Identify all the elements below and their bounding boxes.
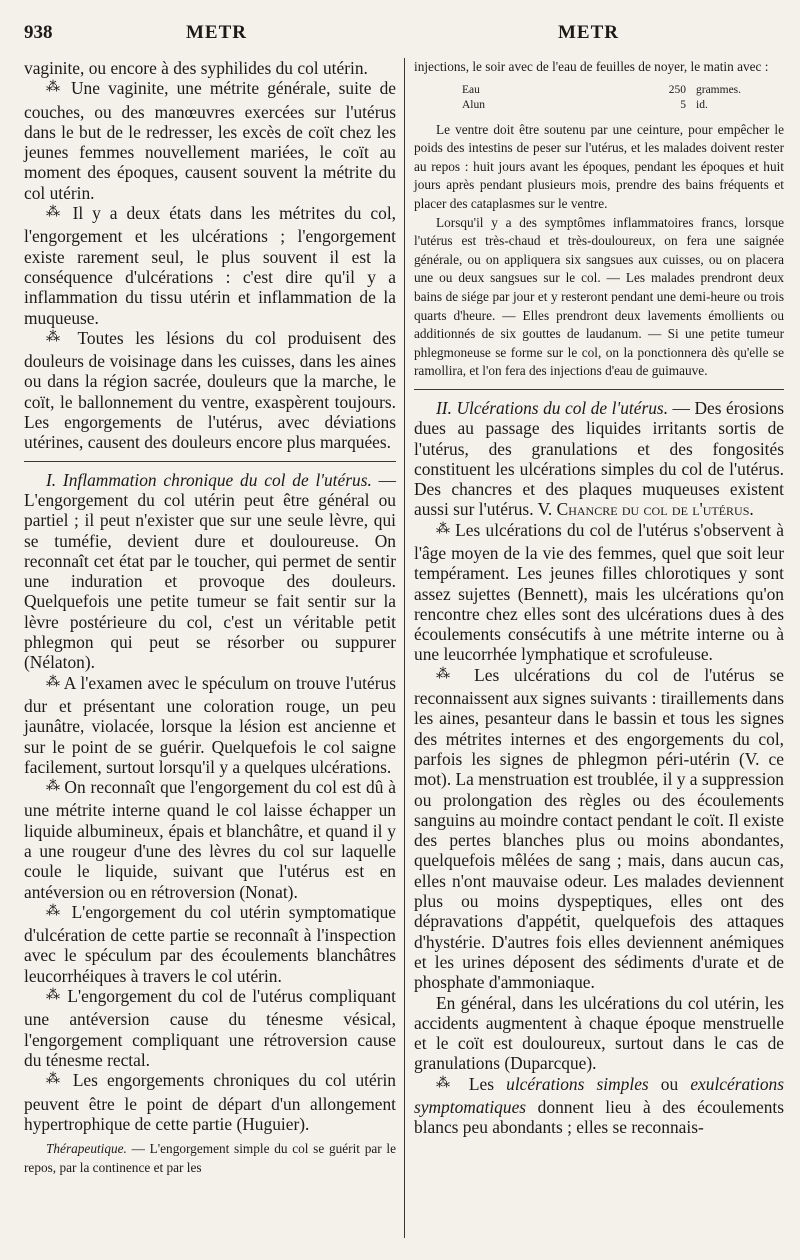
paragraph: ⁂ L'engorgement du col utérin symptomatique d'ulcération de cette partie se reconnaît à l'inspection avec le spéculum par des écoulements blanchâtres leucorrhéiques à travers le col utérin. xyxy=(24,901,397,986)
asterism-icon: ⁂ xyxy=(46,1072,64,1088)
paragraph: ⁂ A l'examen avec le spéculum on trouve l'utérus dur et présentant une coloration rouge, un peu jaunâtre, violacée, lorsque la lésion est ancienne et sur le point de se guérir. Quelquefois le col saigne facilement, surtout lorsqu'il y a quelques ulcérations. xyxy=(24,672,396,777)
left-column xyxy=(24,58,396,1177)
therapeutics-continued xyxy=(414,58,784,381)
section-divider xyxy=(24,461,396,462)
subsection-heading: Thérapeutique. xyxy=(46,1141,127,1157)
paragraph: vaginite, ou encore à des syphilides du col utérin. xyxy=(24,58,368,78)
asterism-icon: ⁂ xyxy=(46,674,60,690)
paragraph: En général, dans les ulcérations du col utérin, les accidents augmentent à chaque époque menstruelle et le coït est douloureux, surtout dans le cas de granulations (Duparcque). xyxy=(414,992,784,1074)
paragraph: injections, le soir avec de l'eau de feuilles de noyer, le matin avec : xyxy=(414,59,769,74)
asterism-icon: ⁂ xyxy=(46,205,64,221)
paragraph: ⁂ Une vaginite, une métrite générale, suite de couches, ou des manœuvres exercées sur l'utérus dans le but de le redresser, les excès de coït chez les jeunes femmes nouvellement mariées, le coït au moment des époques, causent souvent la métrite du col utérin. xyxy=(24,78,397,203)
paragraph: ⁂ Les ulcérations du col de l'utérus se reconnaissent aux signes suivants : tiraillements dans les aines, pesanteur dans le bassin et tous les signes des métrites internes et des engorgements du col, parfois les signes de phlegmon péri-utérin (V. ce mot). La menstruation est troublée, il y a suppression ou prolongation des règles ou des écoulements sanguins au moindre contact pendant le coït. Il existe des pertes blanches plus ou moins abondantes, quelquefois mêlées de sang ; mais, dans aucun cas, elles n'ont mauvaise odeur. Les malades deviennent plus ou moins dyspeptiques, elles ont des dépravations d'appétit, quelquefois des attaques d'hystérie. D'autres fois elles deviennent anémiques et les urines déposent des sédiments d'urate et de phosphate d'ammoniaque. xyxy=(414,664,785,993)
left-running-title: METR xyxy=(186,22,247,43)
asterism-icon: ⁂ xyxy=(436,1075,457,1091)
ingredient-name: Eau xyxy=(462,83,480,96)
paragraph: Thérapeutique. — L'engorgement simple du col se guérit par le repos, par la continence et par les xyxy=(24,1141,396,1175)
recipe-table xyxy=(414,83,784,113)
section-paragraph: II. Ulcérations du col de l'utérus. — Des érosions dues au passage des liquides irritants sortis de l'utérus, des granulations et des fongosités constituent les ulcérations simples du col de l'utérus. Des chancres et des plaques muqueuses existent aussi sur l'utérus. V. Chancre du col de l'utérus. xyxy=(414,397,784,520)
ingredient-unit: id. xyxy=(696,98,708,111)
ulcerations-section xyxy=(414,398,784,1138)
paragraph: ⁂ Les ulcérations simples ou exulcérations symptomatiques donnent lieu à des écoulements blancs peu abondants ; elles se reconnais- xyxy=(414,1073,784,1138)
dictionary-page xyxy=(18,22,786,1250)
asterism-icon: ⁂ xyxy=(46,80,63,96)
section-heading: II. Ulcérations du col de l'utérus. xyxy=(436,397,669,418)
paragraph: Lorsqu'il y a des symptômes inflammatoires francs, lorsque l'utérus est très-chaud et très-douloureux, on fera une saignée générale, ou on appliquera six sangsues aux cuisses, ou on placera une ou deux sangsues sur le col. — Les malades prendront deux bains de siége par jour et y resteront pendant une demi-heure ou trois quarts d'heure. — Elles prendront deux lavements émollients ou additionnés de six gouttes de laudanum. — Si une petite tumeur phlegmoneuse se forme sur le col, on la ponctionnera dès qu'elle se ramollira, et l'on fera des injections d'eau de guimauve. xyxy=(414,214,784,379)
paragraph: ⁂ Toutes les lésions du col produisent des douleurs de voisinage dans les cuisses, dans les aines ou dans la région sacrée, douleurs que la marche, le coït, le ballonnement du ventre, exaspèrent toujours. Les engorgements de l'utérus, avec déviations utérines, causent des douleurs encore plus marquées. xyxy=(24,327,396,453)
right-column xyxy=(414,58,784,1138)
paragraph: ⁂ L'engorgement du col de l'utérus compliquant une antéversion cause du ténesme vésical, l'engorgement compliquant une rétroversion cause du ténesme rectal. xyxy=(24,986,396,1070)
paragraph: ⁂ On reconnaît que l'engorgement du col est dû à une métrite interne quand le col laisse échapper un liquide albumineux, épais et blanchâtre, et quand il y a une rougeur d'une des lèvres du col sur laquelle coule le liquide, suivant que l'utérus est en antéversion ou en rétroversion (Nonat). xyxy=(24,777,396,902)
page-number: 938 xyxy=(24,22,53,43)
section-paragraph: I. Inflammation chronique du col de l'utérus. — L'engorgement du col utérin peut être général ou partiel ; il peut n'exister que sur une seule lèvre, qui se tuméfie, devient dure et douloureuse. On reconnaît cet état par le toucher, qui permet de sentir une induration et provoque des douleurs. Quelquefois une petite tumeur se fait sentir sur la lèvre postérieure du col, c'est un véritable petit phlegmon qui peut se résorber ou suppurer (Nélaton). xyxy=(24,469,396,673)
paragraph: Le ventre doit être soutenu par une ceinture, pour empêcher le poids des intestins de peser sur l'utérus, et les malades doivent rester au repos : huit jours avant les époques, pendant les époques et huit jours après pendant plusieurs mois, prendre des bains fréquents et placer des cataplasmes sur le ventre. xyxy=(414,121,784,211)
asterism-icon: ⁂ xyxy=(436,666,460,682)
ingredient-name: Alun xyxy=(462,98,485,111)
recipe-row xyxy=(414,98,784,113)
ingredient-quantity: 5 xyxy=(680,98,686,111)
cross-reference: Chancre du col de l'utérus. xyxy=(556,499,754,520)
running-header xyxy=(18,22,786,56)
recipe-row xyxy=(414,83,784,98)
asterism-icon: ⁂ xyxy=(46,903,64,919)
therapeutics-block xyxy=(24,1140,396,1177)
ingredient-quantity: 250 xyxy=(668,83,686,96)
asterism-icon: ⁂ xyxy=(46,779,60,795)
section-heading: I. Inflammation chronique du col de l'utérus. xyxy=(46,469,372,490)
paragraph: ⁂ Les ulcérations du col de l'utérus s'observent à l'âge moyen de la vie des femmes, quel que soit leur tempérament. Les jeunes filles chlorotiques y sont assez sujettes (Bennett), mais les ulcérations qu'on rencontre chez elles sont des ulcérations dues à des écoulements consécutifs à une métrite interne ou à une leucorrhée lymphatique et scrofuleuse. xyxy=(414,519,784,665)
paragraph: ⁂ Il y a deux états dans les métrites du col, l'engorgement et les ulcérations ; l'engorgement existe rarement seul, le plus souvent il est la conséquence d'ulcérations : c'est dire qu'il y a inflammation du tissu utérin et inflammation de la muqueuse. xyxy=(24,203,396,328)
column-rule xyxy=(404,58,405,1238)
asterism-icon: ⁂ xyxy=(436,521,450,537)
asterism-icon: ⁂ xyxy=(46,988,62,1004)
asterism-icon: ⁂ xyxy=(46,329,67,345)
section-divider xyxy=(414,389,784,390)
ingredient-unit: grammes. xyxy=(696,83,742,96)
right-running-title: METR xyxy=(558,22,619,43)
paragraph: ⁂ Les engorgements chroniques du col utérin peuvent être le point de départ d'un allongement hypertrophique de cette partie (Huguier). xyxy=(24,1070,397,1134)
